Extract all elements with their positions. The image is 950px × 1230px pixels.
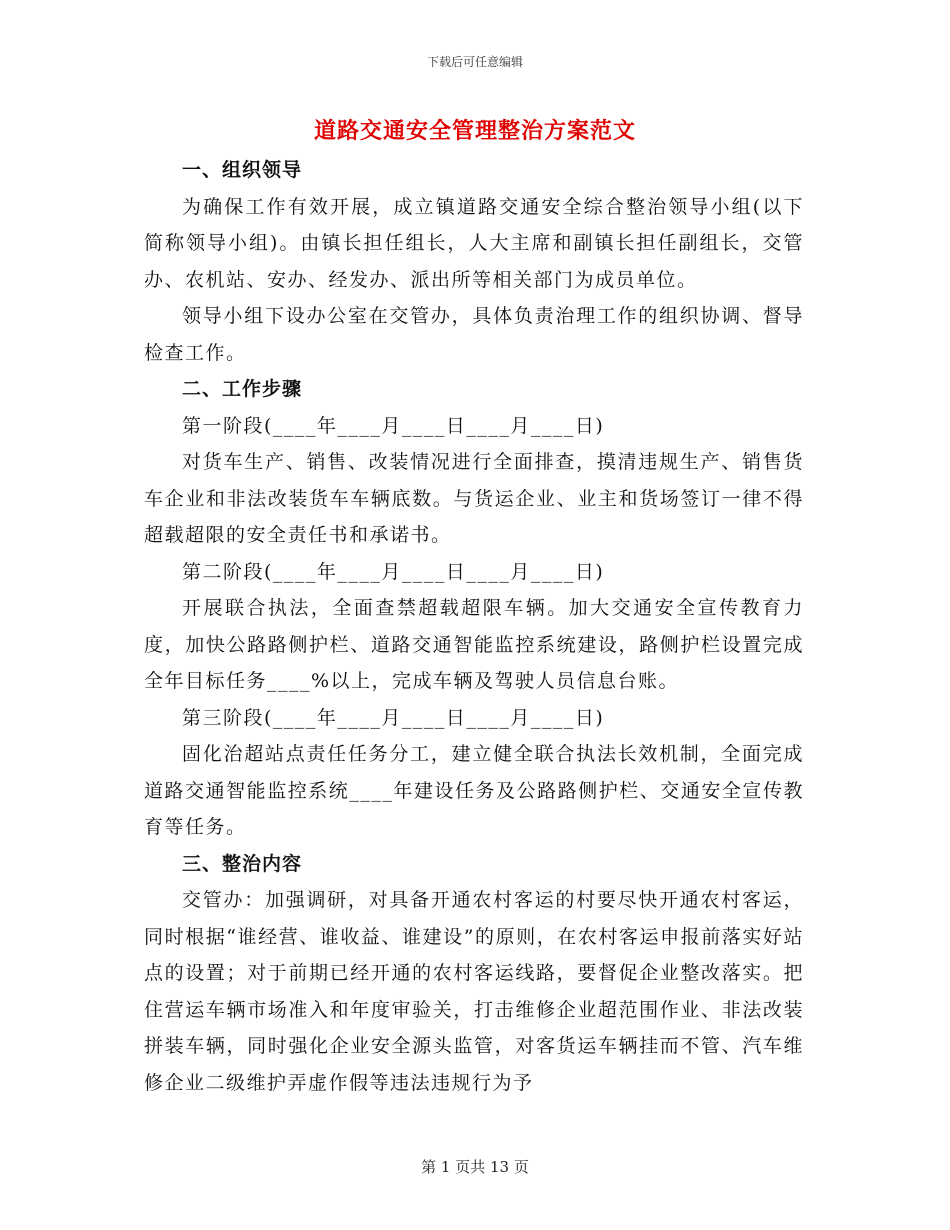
stage-one-label: 第一阶段(____年____月____日____月____日) — [182, 414, 605, 437]
paragraph: 固化治超站点责任任务分工，建立健全联合执法长效机制，全面完成道路交通智能监控系统____年建设任务及公路路侧护栏、交通安全宣传教育等任务。 — [144, 743, 804, 838]
paragraph: 交管办：加强调研，对具备开通农村客运的村要尽快开通农村客运，同时根据“谁经营、谁收益、谁建设”的原则，在农村客运申报前落实好站点的设置；对于前期已经开通的农村客运线路，要督促企业整改落实。把住营运车辆市场准入和年度审验关，打击维修企业超范围作业、非法改装拼装车辆，同时强化企业安全源头监管，对客货运车辆挂而不管、汽车维修企业二级维护弄虚作假等违法违规行为予 — [144, 889, 804, 1094]
paragraph: 对货车生产、销售、改装情况进行全面排查，摸清违规生产、销售货车企业和非法改装货车车辆底数。与货运企业、业主和货场签订一律不得超载超限的安全责任书和承诺书。 — [144, 451, 804, 546]
paragraph: 领导小组下设办公室在交管办，具体负责治理工作的组织协调、督导检查工作。 — [144, 305, 804, 364]
document-title: 道路交通安全管理整治方案范文 — [313, 118, 636, 144]
stage-two-label: 第二阶段(____年____月____日____月____日) — [182, 560, 605, 583]
paragraph: 开展联合执法，全面查禁超载超限车辆。加大交通安全宣传教育力度，加快公路路侧护栏、道路交通智能监控系统建设，路侧护栏设置完成全年目标任务____%以上，完成车辆及驾驶人员信息台账。 — [144, 597, 804, 692]
section-heading-organization: 一、组织领导 — [182, 159, 303, 181]
section-heading-work-steps: 二、工作步骤 — [182, 378, 303, 400]
header-note: 下载后可任意编辑 — [426, 55, 523, 69]
section-heading-rectification: 三、整治内容 — [182, 852, 303, 875]
page-footer: 第 1 页共 13 页 — [421, 1158, 529, 1176]
document-body — [144, 152, 804, 1101]
paragraph: 为确保工作有效开展，成立镇道路交通安全综合整治领导小组(以下简称领导小组)。由镇长担任组长，人大主席和副镇长担任副组长，交管办、农机站、安办、经发办、派出所等相关部门为成员单位。 — [144, 195, 804, 291]
stage-three-label: 第三阶段(____年____月____日____月____日) — [182, 706, 605, 729]
